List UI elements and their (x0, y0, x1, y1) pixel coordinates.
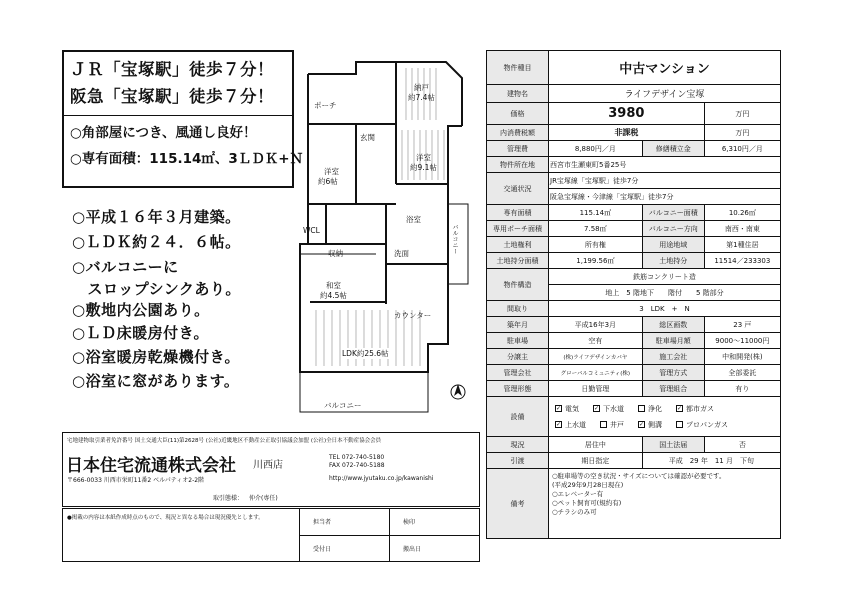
struct-value: 鉄筋コンクリート造 (549, 269, 781, 285)
handover-date: 平成 29 年 11 月 下旬 (642, 453, 780, 469)
porch-label: 専用ポーチ面積 (487, 221, 549, 237)
feature-4: スロップシンクあり。 (72, 280, 241, 298)
mgmt-form-value: 日勤管理 (549, 381, 643, 397)
agent-label: 取引態様： (213, 495, 244, 502)
fac-electric: ✓ 電気 (556, 404, 579, 413)
headline-divider (64, 115, 292, 116)
plan-porch: ポーチ (314, 101, 337, 110)
headline-area: ○専有面積：115.14㎡、3ＬＤＫ+Ｎ (70, 151, 304, 167)
remark-4: ○ペット飼育可(規約有) (552, 499, 622, 507)
fac-citygas: ✓ 都市ガス (677, 404, 714, 413)
plan-bath: 浴室 (406, 215, 421, 224)
mgmt-label: 管理費 (487, 141, 549, 157)
addr-value: 西宮市生瀬東町5番25号 (549, 157, 781, 173)
feature-6: ○ＬＤ床暖房付き。 (72, 324, 209, 342)
transit-jr: JR宝塚線「宝塚駅」徒歩7分 (549, 173, 781, 189)
plan-counter: カウンター (394, 311, 432, 320)
balc-value: 10.26㎡ (704, 205, 780, 221)
feature-1: ○平成１６年３月建築。 (72, 208, 241, 226)
parking-label: 駐車場 (487, 333, 549, 349)
plan-balcony-side: バルコニー (451, 224, 458, 254)
repair-label: 修繕積立金 (642, 141, 704, 157)
fac-propane: プロパンガス (676, 417, 728, 433)
plan-balcony: バルコニー (324, 401, 362, 410)
headline-hankyu: 阪急「宝塚駅」徒歩７分！ (70, 87, 274, 106)
tax-value: 非課税 (549, 125, 705, 141)
notice-box (62, 508, 480, 562)
plan-ldk: LDK約25.6帖 (342, 349, 389, 358)
assoc-value: 有り (704, 381, 780, 397)
floor-plan (296, 54, 478, 416)
units-value: 23 戸 (704, 317, 780, 333)
notice-text: ●掲載の内容は本紙作成時点のもので、現況と異なる場合は現況優先とします。 (67, 515, 264, 521)
price-label: 価格 (487, 103, 549, 125)
assoc-label: 管理組合 (642, 381, 704, 397)
plan-entrance: 玄関 (360, 133, 375, 142)
fac-well: 井戸 (600, 417, 624, 433)
plan-closet: 収納 (328, 249, 343, 258)
national-label: 国土法届 (642, 437, 704, 453)
plan-japanese-size: 約4.5帖 (320, 291, 347, 300)
headline-box (62, 50, 304, 188)
ratio-value: 11514／233303 (704, 253, 780, 269)
porch-value: 7.58㎡ (549, 221, 643, 237)
company-name: 日本住宅流通株式会社 (66, 456, 236, 476)
remark-3: ○エレベーター有 (552, 490, 604, 498)
builder-value: 中和開発(株) (704, 349, 780, 365)
status-label: 現況 (487, 437, 549, 453)
layout-label: 間取り (487, 301, 549, 317)
plan-wic: WCL (303, 226, 320, 235)
notice-vdivider (389, 509, 390, 561)
staff-label: 担当者 (313, 519, 332, 526)
parking-fee-label: 駐車場月額 (642, 333, 704, 349)
fac-water: ✓ 上水道 (556, 420, 586, 429)
tax-unit: 万円 (704, 125, 780, 141)
plan-room1-size: 約6帖 (318, 177, 338, 186)
plan-storage: 納戸 (414, 83, 429, 92)
export-label: 搬出日 (403, 546, 422, 553)
mgmt-co-value: グローバルコミュニティ(株) (549, 365, 643, 381)
tax-label: 内消費税額 (487, 125, 549, 141)
share-label: 土地持分面積 (487, 253, 549, 269)
land-value: 所有権 (549, 237, 643, 253)
builder-label: 施工会社 (642, 349, 704, 365)
plan-japanese: 和室 (326, 281, 341, 290)
feature-5: ○敷地内公園あり。 (72, 301, 210, 319)
transit-hankyu: 阪急宝塚線・今津線「宝塚駅」徒歩7分 (549, 189, 781, 205)
feature-7: ○浴室暖房乾燥機付き。 (72, 348, 240, 366)
feature-3: ○バルコニーに (72, 258, 179, 276)
headline-corner: ○角部屋につき、風通し良好！ (70, 125, 257, 141)
remark-5: ○チラシのみ可 (552, 508, 597, 516)
mgmt-value: 8,880円／月 (549, 141, 643, 157)
area-label: 専有面積 (487, 205, 549, 221)
name-value: ライフデザイン宝塚 (549, 85, 781, 103)
company-box (62, 432, 480, 507)
transit-label: 交通状況 (487, 173, 549, 205)
remarks-label: 備考 (487, 469, 549, 539)
mgmt-form-label: 管理形態 (487, 381, 549, 397)
feature-2: ○ＬＤＫ約２４．６帖。 (72, 233, 241, 251)
type-label: 物件種目 (487, 51, 549, 85)
price-value: 3980 (549, 103, 705, 125)
repair-value: 6,310円／月 (704, 141, 780, 157)
national-value: 否 (704, 437, 780, 453)
units-label: 総区画数 (642, 317, 704, 333)
company-tel: TEL 072-740-5180 (329, 454, 385, 461)
company-address: 〒666-0033 川西市栄町11番2 ベルパティオ2-2階 (67, 477, 205, 484)
share-value: 1,199.56㎡ (549, 253, 643, 269)
ratio-label: 土地持分 (642, 253, 704, 269)
company-url: http://www.jyutaku.co.jp/kawanishi (329, 475, 434, 482)
type-value: 中古マンション (549, 51, 781, 85)
company-license: 宅地建物取引業者免許番号 国土交通大臣(11)第2628号 (公社)近畿地区不動産公正取引協議会加盟 (公社)全日本不動産協会会員 (67, 438, 382, 444)
area-value: 115.14㎡ (549, 205, 643, 221)
zone-label: 用途地域 (642, 237, 704, 253)
price-unit: 万円 (704, 103, 780, 125)
plan-washroom: 洗面 (394, 249, 409, 258)
remarks-cell (549, 469, 781, 539)
fac-sewer: ✓ 下水道 (594, 404, 624, 413)
facilities-cell (549, 397, 781, 437)
struct-label: 物件構造 (487, 269, 549, 301)
zone-value: 第1種住居 (704, 237, 780, 253)
land-label: 土地権利 (487, 237, 549, 253)
fac-gutter: ✓ 側溝 (639, 420, 662, 429)
parking-fee-value: 9000～11000円 (704, 333, 780, 349)
layout-value: 3 LDK + N (549, 301, 781, 317)
property-table (486, 50, 781, 539)
floors-value: 地上 5 階地下 階付 5 階部分 (549, 285, 781, 301)
remark-2: (平成29年9月28日現在) (552, 481, 624, 489)
name-label: 建物名 (487, 85, 549, 103)
feature-8: ○浴室に窓があります。 (72, 372, 240, 390)
company-fax: FAX 072-740-5188 (329, 462, 385, 469)
plan-room2-size: 約9.1帖 (410, 163, 437, 172)
handover-label: 引渡 (487, 453, 549, 469)
mgmt-type-label: 管理方式 (642, 365, 704, 381)
mgmt-co-label: 管理会社 (487, 365, 549, 381)
company-branch: 川西店 (253, 460, 283, 471)
remark-1: ○駐車場等の空き状況・サイズについては確認が必要です。 (552, 472, 726, 480)
status-value: 居住中 (549, 437, 643, 453)
parking-value: 空有 (549, 333, 643, 349)
built-value: 平成16年3月 (549, 317, 643, 333)
check-label: 検印 (403, 519, 416, 526)
plan-room2: 洋室 (416, 153, 431, 162)
fac-septic: 浄化 (638, 401, 662, 417)
balc-label: バルコニー面積 (642, 205, 704, 221)
seller-label: 分譲主 (487, 349, 549, 365)
handover-value: 期日指定 (549, 453, 643, 469)
addr-label: 物件所在地 (487, 157, 549, 173)
dir-label: バルコニー方向 (642, 221, 704, 237)
facilities-label: 設備 (487, 397, 549, 437)
built-label: 築年月 (487, 317, 549, 333)
recv-label: 受付日 (313, 546, 332, 553)
headline-jr: ＪＲ「宝塚駅」徒歩７分！ (70, 60, 274, 79)
plan-storage-size: 約7.4帖 (408, 93, 435, 102)
plan-room1: 洋室 (324, 167, 339, 176)
seller-value: (株)ライフデザインカバヤ (549, 349, 643, 365)
agent-value: 仲介(専任) (249, 495, 278, 502)
dir-value: 南西・南東 (704, 221, 780, 237)
mgmt-type-value: 全部委託 (704, 365, 780, 381)
